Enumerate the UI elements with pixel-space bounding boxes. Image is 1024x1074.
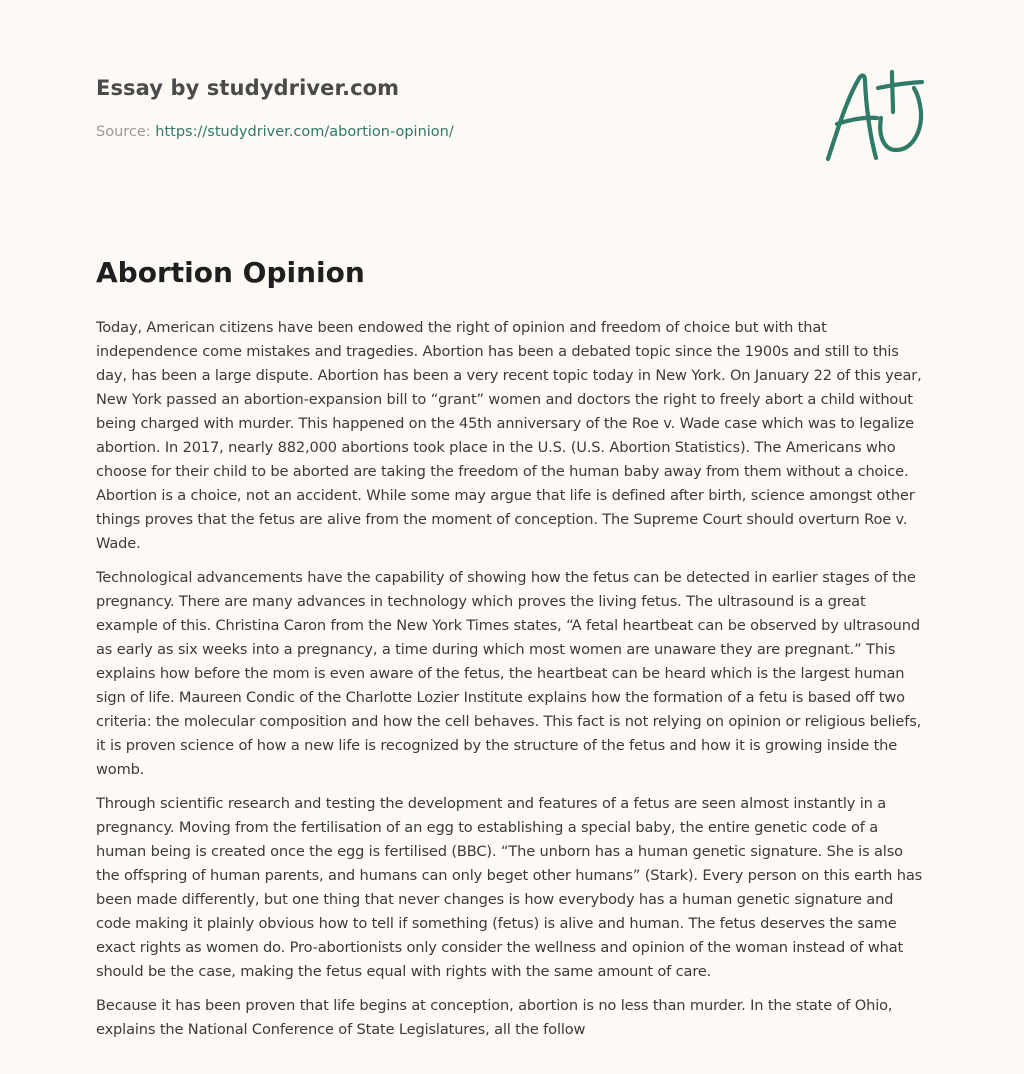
essay-body <box>96 316 928 1052</box>
a-plus-logo-icon <box>818 66 930 166</box>
site-title: Essay by studydriver.com <box>96 76 400 100</box>
essay-paragraph: Because it has been proven that life begins at conception, abortion is no less than murder. In the state of Ohio, explains the National Conference of State Legislatures, all the follow <box>96 997 893 1038</box>
source-label: Source: <box>96 124 151 140</box>
essay-paragraph: Through scientific research and testing the development and features of a fetus are seen almost instantly in a pregnancy. Moving from the fertilisation of an egg to establishing a special baby, the entire genetic code of a human being is created once the egg is fertilised (BBC). “The unborn has a human genetic signature. She is also the offspring of human parents, and humans can only beget other humans” (Stark). Every person on this earth has been made differently, but one thing that never changes is how everybody has a human genetic signature and code making it plainly obvious how to tell if something (fetus) is alive and human. The fetus deserves the same exact rights as women do. Pro-abortionists only consider the wellness and opinion of the woman instead of what should be the case, making the fetus equal with rights with the same amount of care. <box>96 795 923 980</box>
source-link[interactable]: https://studydriver.com/abortion-opinion/ <box>155 124 454 140</box>
essay-paragraph: Technological advancements have the capability of showing how the fetus can be detected in earlier stages of the pregnancy. There are many advances in technology which proves the living fetus. The ultrasound is a great example of this. Christina Caron from the New York Times states, “A fetal heartbeat can be observed by ultrasound as early as six weeks into a pregnancy, a time during which most women are unaware they are pregnant.” This explains how before the mom is even aware of the fetus, the heartbeat can be heard which is the largest human sign of life. Maureen Condic of the Charlotte Lozier Institute explains how the formation of a fetu is based off two criteria: the molecular composition and how the cell behaves. This fact is not relying on opinion or religious beliefs, it is proven science of how a new life is recognized by the structure of the fetus and how it is growing inside the womb. <box>96 569 922 778</box>
essay-paragraph: Today, American citizens have been endowed the right of opinion and freedom of choice but with that independence come mistakes and tragedies. Abortion has been a debated topic since the 1900s and still to this day, has been a large dispute. Abortion has been a very recent topic today in New York. On January 22 of this year, New York passed an abortion-expansion bill to “grant” women and doctors the right to freely abort a child without being charged with murder. This happened on the 45th anniversary of the Roe v. Wade case which was to legalize abortion. In 2017, nearly 882,000 abortions took place in the U.S. (U.S. Abortion Statistics). The Americans who choose for their child to be aborted are taking the freedom of the human baby away from them without a choice. Abortion is a choice, not an accident. While some may argue that life is defined after birth, science amongst other things proves that the fetus are alive from the moment of conception. The Supreme Court should overturn Roe v. Wade. <box>96 319 922 552</box>
source-line <box>96 124 454 140</box>
essay-title: Abortion Opinion <box>96 256 365 289</box>
